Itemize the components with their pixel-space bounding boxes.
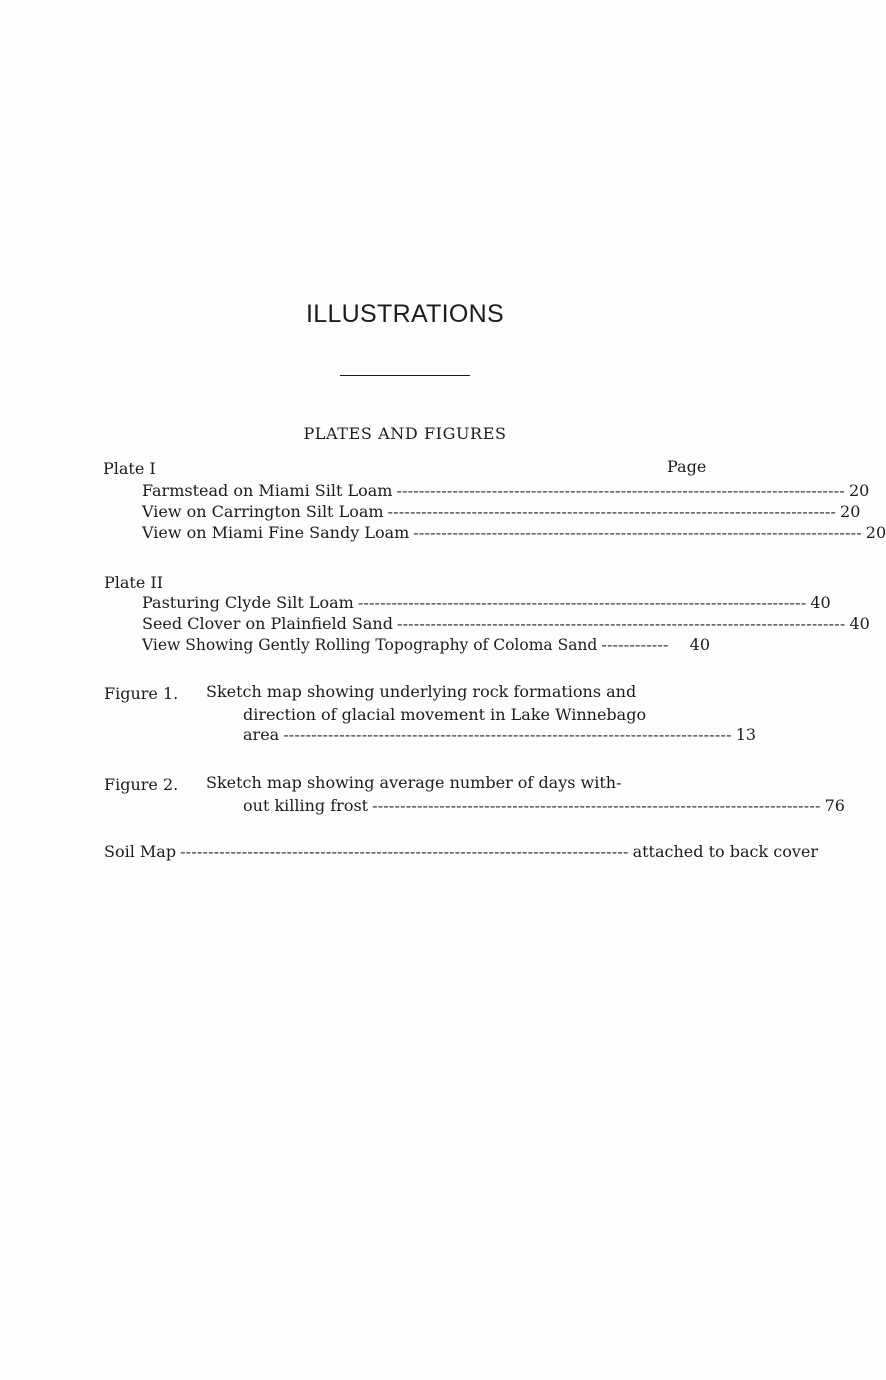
page-title: ILLUSTRATIONS [306,300,504,328]
toc-entry [142,502,861,524]
figure-1-label: Figure 1. [104,684,179,703]
plate-1-heading: Plate I [103,459,156,478]
toc-entry [243,796,845,818]
toc-entry-text: Soil Map [104,842,177,861]
toc-entry-page: 76 [824,796,845,815]
toc-entry-text: area [243,725,280,744]
figure-2-label: Figure 2. [104,775,179,794]
leader-dots: -------------------------------------------------------------------------------- [413,523,862,542]
figure-1-caption-line: direction of glacial movement in Lake Winnebago [243,705,647,724]
toc-entry-page: 20 [865,523,886,542]
leader-dots: -------------------------------------------------------------------------------- [372,796,821,815]
toc-entry-text: out killing frost [243,796,369,815]
leader-dots: -------------------------------------------------------------------------------- [357,593,807,612]
toc-entry-text: View on Miami Fine Sandy Loam [142,523,410,542]
toc-entry-text: Pasturing Clyde Silt Loam [142,593,354,612]
toc-entry-page: 13 [735,725,757,744]
toc-entry-page: 40 [849,614,870,633]
toc-entry [142,614,870,636]
title-rule [340,375,470,376]
toc-entry [243,725,757,747]
leader-dots: -------------------------------------------------------------------------------- [396,614,846,633]
toc-entry-page: 20 [848,481,870,500]
toc-entry-text: View Showing Gently Rolling Topography of Coloma Sand [142,636,598,654]
toc-entry-text: View on Carrington Silt Loam [142,502,384,521]
figure-2-caption-line: Sketch map showing average number of days with- [206,773,622,792]
soil-map-note: attached to back cover [632,842,818,861]
toc-entry-text: Farmstead on Miami Silt Loam [142,481,393,500]
toc-entry-page: 40 [810,593,831,612]
page-column-header: Page [667,457,707,476]
leader-dots: -------------------------------------------------------------------------------- [180,842,629,861]
toc-entry-text: Seed Clover on Plainfield Sand [142,614,393,633]
toc-entry [142,635,710,657]
toc-entry [142,481,870,503]
toc-entry-page: 20 [840,502,861,521]
plate-2-heading: Plate II [104,573,164,592]
figure-1-caption-line: Sketch map showing underlying rock formations and [206,682,637,701]
leader-dots: -------------------------------------------------------------------------------- [283,725,732,744]
toc-entry [104,842,818,864]
toc-entry-page: 40 [689,635,710,654]
toc-entry [142,593,831,615]
section-subtitle: PLATES AND FIGURES [303,424,507,443]
toc-entry [142,523,886,545]
leader-dots: -------------------------------------------------------------------------------- [387,502,837,521]
leader-dots: -------------------------------------------------------------------------------- [396,481,845,500]
leader-dots: ------------ [601,635,669,654]
